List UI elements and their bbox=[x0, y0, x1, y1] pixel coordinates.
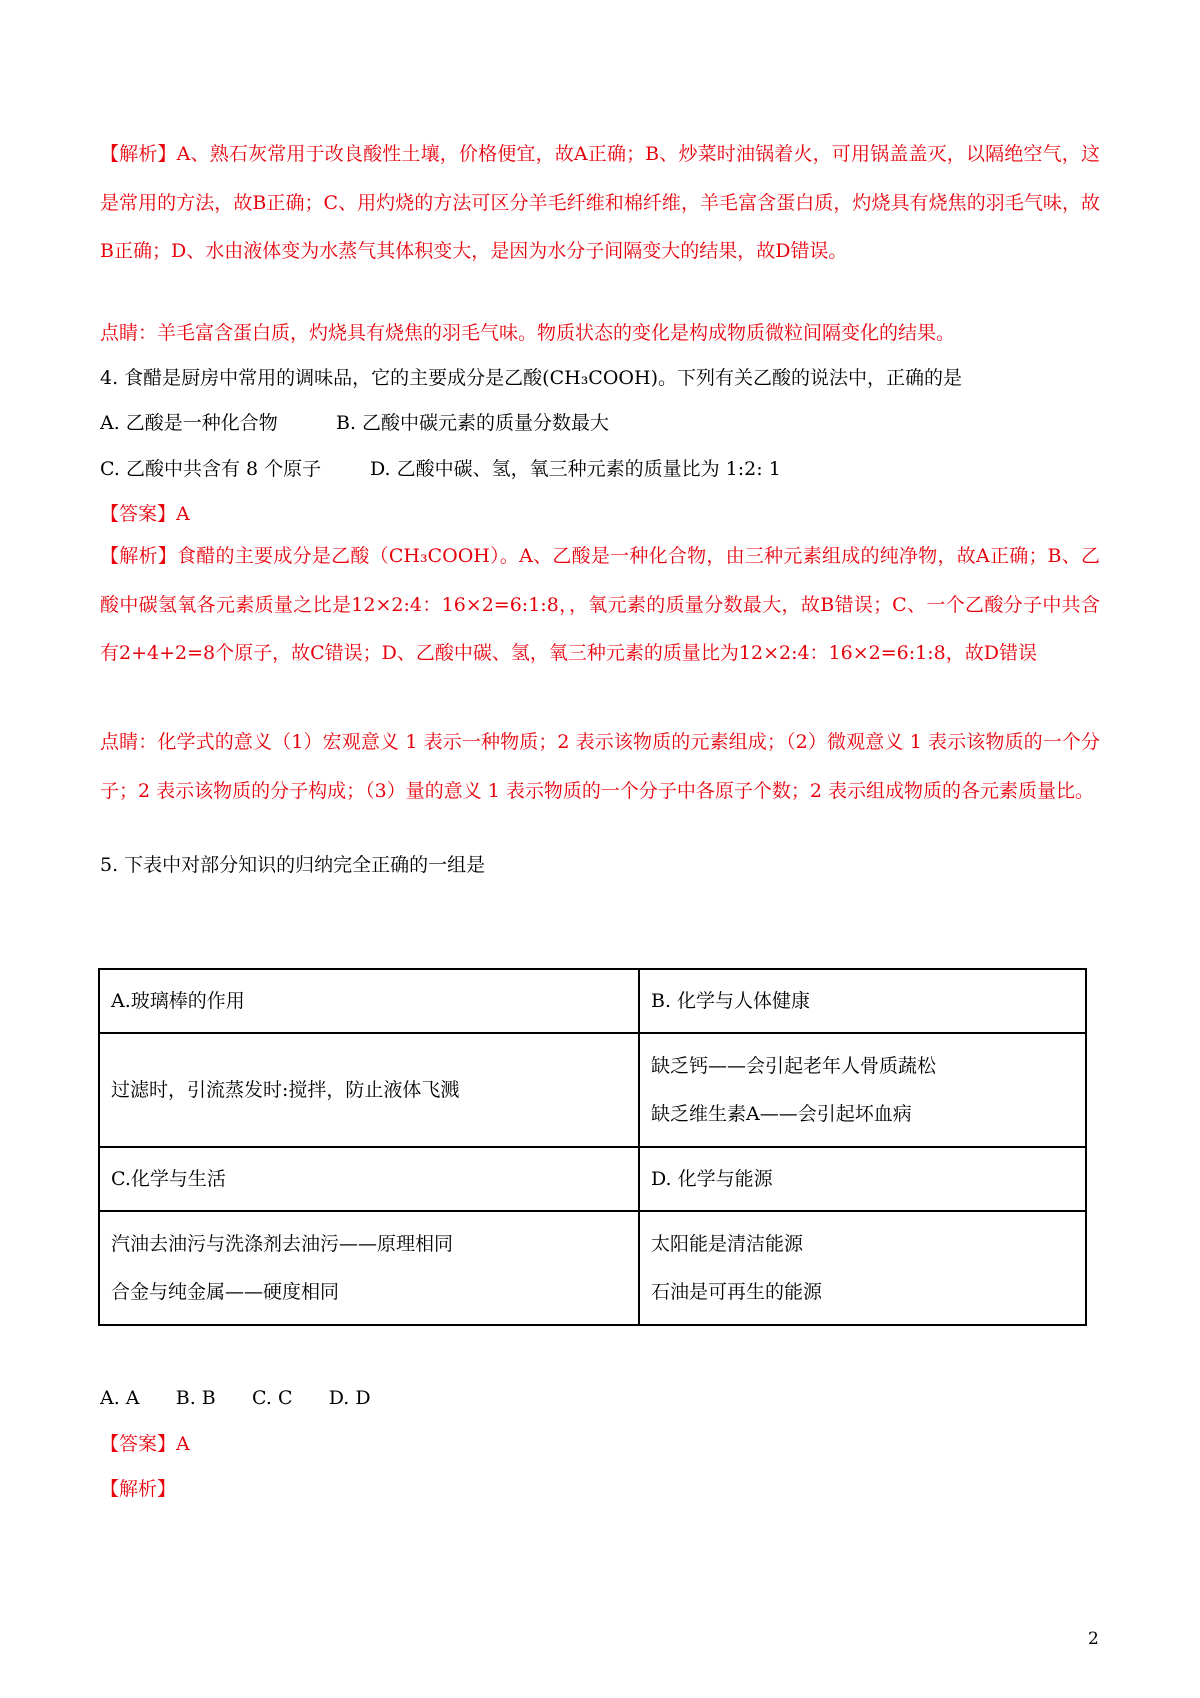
q4-tip: 点睛：化学式的意义（1）宏观意义 1 表示一种物质；2 表示该物质的元素组成；（2）微观意义 1 表示该物质的一个分子；2 表示该物质的分子构成；（3）量的意义 1 表示物质的一个分子中各原子个数；2 表示组成物质的各元素质量比。 bbox=[100, 731, 1100, 802]
table-row bbox=[99, 1147, 1086, 1211]
q5-analysis-tag: 【解析】 bbox=[100, 1478, 177, 1500]
q4-option-d: D. 乙酸中碳、氢，氧三种元素的质量比为 1:2: 1 bbox=[370, 458, 781, 480]
q5-options: A. A B. B C. C D. D bbox=[100, 1387, 371, 1409]
cell-a-head: A.玻璃棒的作用 bbox=[99, 969, 639, 1033]
cell-b-body bbox=[639, 1033, 1086, 1147]
q4-analysis-tag: 【解析】 bbox=[100, 545, 178, 567]
cell-b-line-1: 缺乏钙——会引起老年人骨质蔬松 bbox=[651, 1055, 937, 1077]
q5-answer-value: A bbox=[176, 1433, 190, 1455]
cell-c-head: C.化学与生活 bbox=[99, 1147, 639, 1211]
page-number: 2 bbox=[1088, 1629, 1099, 1649]
table-row bbox=[99, 1033, 1086, 1147]
q5-answer-tag: 【答案】 bbox=[100, 1433, 177, 1455]
q5-stem: 5. 下表中对部分知识的归纳完全正确的一组是 bbox=[100, 854, 486, 876]
q4-stem: 4. 食醋是厨房中常用的调味品，它的主要成分是乙酸(CH₃COOH)。下列有关乙酸的说法中，正确的是 bbox=[100, 367, 962, 389]
q3-analysis-text: A、熟石灰常用于改良酸性土壤，价格便宜，故A正确；B、炒菜时油锅着火，可用锅盖盖灭，以隔绝空气，这是常用的方法，故B正确；C、用灼烧的方法可区分羊毛纤维和棉纤维，羊毛富含蛋白质，灼烧具有烧焦的羽毛气味，故B正确；D、水由液体变为水蒸气其体积变大，是因为水分子间隔变大的结果，故D错误。 bbox=[100, 143, 1100, 262]
table-row bbox=[99, 969, 1086, 1033]
q4-option-b: B. 乙酸中碳元素的质量分数最大 bbox=[336, 412, 610, 434]
q5-answer bbox=[100, 1429, 190, 1459]
cell-a-body bbox=[99, 1033, 639, 1147]
table-row bbox=[99, 1211, 1086, 1325]
q4-answer-value: A bbox=[176, 503, 190, 525]
cell-b-head: B. 化学与人体健康 bbox=[639, 969, 1086, 1033]
knowledge-table bbox=[98, 968, 1087, 1326]
cell-c-line-1: 汽油去油污与洗涤剂去油污——原理相同 bbox=[111, 1233, 454, 1255]
cell-b-line-2: 缺乏维生素A——会引起坏血病 bbox=[651, 1103, 912, 1125]
q4-option-a: A. 乙酸是一种化合物 bbox=[100, 412, 278, 434]
cell-d-body bbox=[639, 1211, 1086, 1325]
q4-option-c: C. 乙酸中共含有 8 个原子 bbox=[100, 458, 322, 480]
q4-answer bbox=[100, 499, 190, 529]
q4-analysis-text: 食醋的主要成分是乙酸（CH₃COOH）。A、乙酸是一种化合物，由三种元素组成的纯净物，故A正确；B、乙酸中碳氢氧各元素质量之比是12×2:4：16×2=6:1:8，，氧元素的质量分数最大，故B错误；C、一个乙酸分子中共含有2+4+2=8个原子，故C错误；D、乙酸中碳、氢，氧三种元素的质量比为12×2:4：16×2=6:1:8，故D错误 bbox=[100, 545, 1100, 664]
q3-analysis-tag: 【解析】 bbox=[100, 143, 177, 165]
q4-answer-tag: 【答案】 bbox=[100, 503, 177, 525]
cell-c-body bbox=[99, 1211, 639, 1325]
q3-tip: 点睛：羊毛富含蛋白质，灼烧具有烧焦的羽毛气味。物质状态的变化是构成物质微粒间隔变化的结果。 bbox=[100, 322, 956, 344]
cell-c-line-2: 合金与纯金属——硬度相同 bbox=[111, 1281, 340, 1303]
q3-analysis bbox=[100, 130, 1100, 276]
cell-d-line-2: 石油是可再生的能源 bbox=[651, 1281, 823, 1303]
cell-a-line-1: 过滤时，引流蒸发时:搅拌，防止液体飞溅 bbox=[111, 1079, 460, 1101]
cell-d-head: D. 化学与能源 bbox=[639, 1147, 1086, 1211]
q4-analysis bbox=[100, 532, 1100, 678]
cell-d-line-1: 太阳能是清洁能源 bbox=[651, 1233, 804, 1255]
